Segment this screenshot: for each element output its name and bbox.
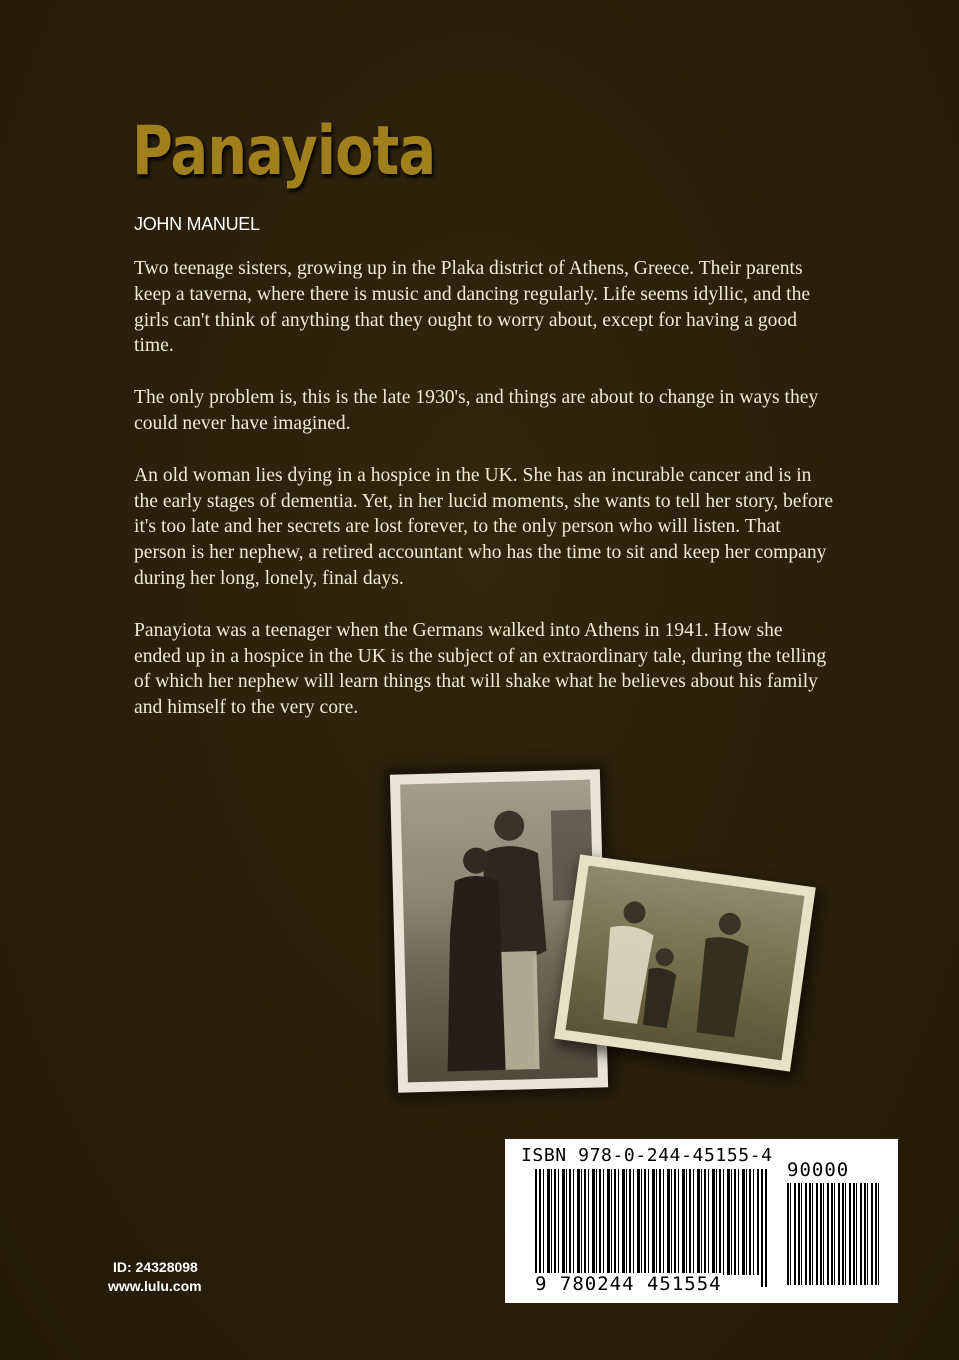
blurb	[134, 256, 834, 747]
price-code: 90000	[787, 1159, 850, 1181]
isbn-number: ISBN 978-0-244-45155-4	[521, 1145, 773, 1166]
publisher-info	[108, 1258, 202, 1296]
vintage-family-photo	[554, 854, 816, 1071]
barcode-guard	[535, 1169, 537, 1287]
author-name: JOHN MANUEL	[134, 214, 260, 234]
book-title: Panayiota	[132, 112, 436, 191]
blurb-paragraph: The only problem is, this is the late 1930's, and things are about to change in ways they could never have imagined.	[134, 387, 819, 434]
barcode-guard	[761, 1169, 763, 1287]
blurb-paragraph: Panayiota was a teenager when the Germans walked into Athens in 1941. How she ended up in a hospice in the UK is the subject of an extraordinary tale, during the telling of which her nephew will learn things that will shake what he believes about his family and himself to the very core.	[134, 619, 827, 719]
barcode-guard	[765, 1169, 767, 1287]
publisher-website: www.lulu.com	[108, 1278, 202, 1294]
price-barcode-bars	[787, 1183, 881, 1285]
blurb-paragraph: Two teenage sisters, growing up in the Plaka district of Athens, Greece. Their parents keep a taverna, where there is music and dancing regularly. Life seems idyllic, and the girls can't think of anything that they ought to worry about, except for having a good time.	[134, 258, 811, 357]
barcode-bars	[539, 1169, 759, 1275]
ean-number: 9 780244 451554	[535, 1273, 722, 1295]
blurb-paragraph: An old woman lies dying in a hospice in the UK. She has an incurable cancer and is in the early stages of dementia. Yet, in her lucid moments, she wants to tell her story, before it's too late and her secrets are lost forever, to the only person who will listen. That person is her nephew, a retired accountant who has the time to sit and keep her company during her long, lonely, final days.	[134, 464, 834, 589]
book-id: ID: 24328098	[113, 1259, 198, 1275]
family-silhouette	[566, 866, 805, 1061]
isbn-barcode	[505, 1139, 898, 1303]
